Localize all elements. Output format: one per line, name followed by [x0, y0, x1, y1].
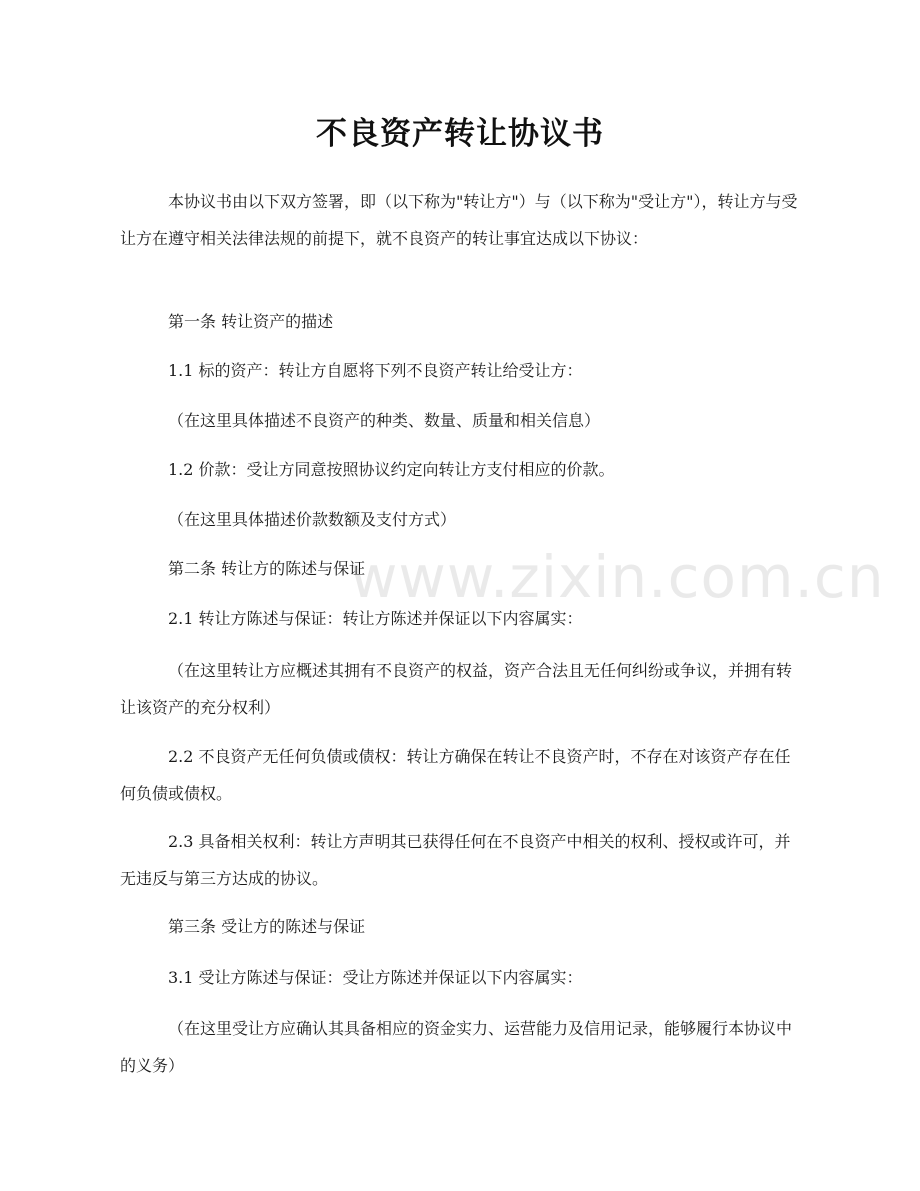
clause-1-1: 1.1 标的资产：转让方自愿将下列不良资产转让给受让方： — [168, 361, 583, 380]
clause-2-3: 2.3 具备相关权利：转让方声明其已获得任何在不良资产中相关的权利、授权或许可，并无违反与第三方达成的协议。 — [120, 832, 791, 888]
watermark-text: www.zixin.com.cn — [350, 543, 885, 611]
clause-2-1-detail: （在这里转让方应概述其拥有不良资产的权益，资产合法且无任何纠纷或争议，并拥有转让该资产的充分权利） — [120, 661, 793, 717]
clause-2-2: 2.2 不良资产无任何负债或债权：转让方确保在转让不良资产时，不存在对该资产存在任何负债或债权。 — [120, 747, 791, 803]
clause-1-1-detail: （在这里具体描述不良资产的种类、数量、质量和相关信息） — [168, 411, 601, 430]
clause-3-1-detail: （在这里受让方应确认其具备相应的资金实力、运营能力及信用记录，能够履行本协议中的义务） — [120, 1019, 793, 1075]
document-title: 不良资产转让协议书 — [316, 116, 604, 152]
intro-paragraph: 本协议书由以下双方签署，即（以下称为"转让方"）与（以下称为"受让方"），转让方与受让方在遵守相关法律法规的前提下，就不良资产的转让事宜达成以下协议： — [120, 192, 798, 248]
article-1-heading: 第一条 转让资产的描述 — [168, 312, 334, 331]
clause-1-2-detail: （在这里具体描述价款数额及支付方式） — [168, 510, 457, 529]
article-2-heading: 第二条 转让方的陈述与保证 — [168, 559, 366, 578]
clause-2-1: 2.1 转让方陈述与保证：转让方陈述并保证以下内容属实： — [168, 609, 583, 628]
clause-1-2: 1.2 价款：受让方同意按照协议约定向转让方支付相应的价款。 — [168, 460, 615, 479]
article-3-heading: 第三条 受让方的陈述与保证 — [168, 917, 366, 936]
clause-3-1: 3.1 受让方陈述与保证：受让方陈述并保证以下内容属实： — [168, 968, 583, 987]
